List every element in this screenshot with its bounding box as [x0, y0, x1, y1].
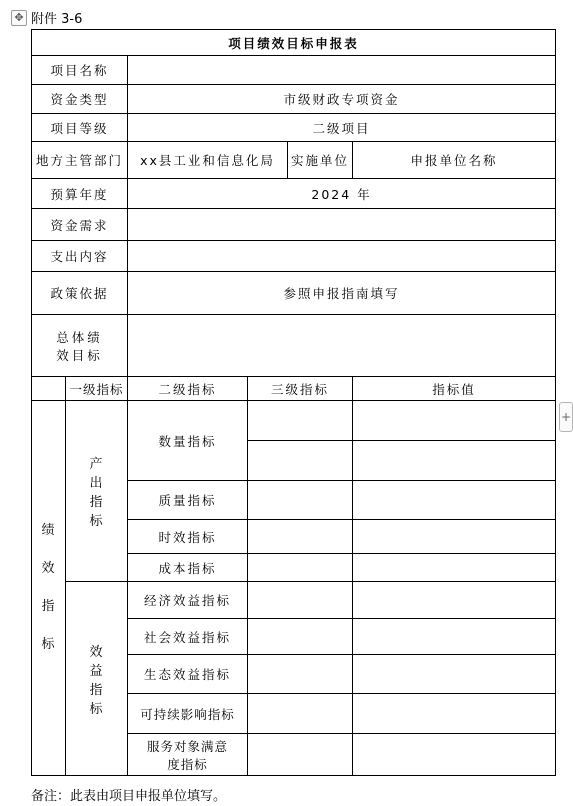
- attachment-label: 附件 3-6: [31, 12, 83, 27]
- output-label-cell: [66, 401, 128, 582]
- dept-cell[interactable]: xx县工业和信息化局: [128, 142, 288, 179]
- budget-year-cell[interactable]: 2024 年: [128, 179, 556, 209]
- benefit-label-cell: [66, 582, 128, 776]
- level3-cell[interactable]: [248, 554, 353, 582]
- header-blank: [32, 377, 66, 401]
- level3-cell[interactable]: [248, 582, 353, 619]
- level3-cell[interactable]: [248, 520, 353, 554]
- fund-demand-label: 资金需求: [32, 209, 128, 241]
- dept-label: 地方主管部门: [32, 142, 128, 179]
- benefit-item-economic: 经济效益指标: [128, 582, 248, 619]
- impl-unit-label: 实施单位: [288, 142, 353, 179]
- output-item-quantity: 数量指标: [128, 401, 248, 481]
- output-label: 产出指标: [89, 457, 105, 529]
- header-level3: 三级指标: [248, 377, 353, 401]
- benefit-item-satisfaction: 服务对象满意度指标: [146, 738, 228, 772]
- benefit-label: 效益指标: [89, 644, 105, 717]
- value-cell[interactable]: [353, 619, 556, 655]
- project-level-label: 项目等级: [32, 114, 128, 142]
- header-value: 指标值: [353, 377, 556, 401]
- value-cell[interactable]: [353, 582, 556, 619]
- performance-goal-form: [31, 29, 556, 776]
- level3-cell[interactable]: [248, 734, 353, 776]
- value-cell[interactable]: [353, 734, 556, 776]
- level3-cell[interactable]: [248, 655, 353, 694]
- benefit-item-ecological: 生态效益指标: [128, 655, 248, 694]
- level3-cell[interactable]: [248, 481, 353, 520]
- output-item-quality: 质量指标: [128, 481, 248, 520]
- form-title: 项目绩效目标申报表: [32, 30, 556, 56]
- expense-label: 支出内容: [32, 241, 128, 272]
- header-level2: 二级指标: [128, 377, 248, 401]
- perf-label-cell: [32, 401, 66, 776]
- plus-icon[interactable]: +: [559, 402, 573, 432]
- perf-label: 绩效指标: [41, 523, 57, 652]
- value-cell[interactable]: [353, 655, 556, 694]
- fund-demand-cell[interactable]: [128, 209, 556, 241]
- benefit-item-social: 社会效益指标: [128, 619, 248, 655]
- project-level-cell[interactable]: 二级项目: [128, 114, 556, 142]
- value-cell[interactable]: [353, 401, 556, 441]
- output-item-cost: 成本指标: [128, 554, 248, 582]
- overall-goal-label: [32, 315, 128, 377]
- policy-label: 政策依据: [32, 272, 128, 315]
- budget-year-label: 预算年度: [32, 179, 128, 209]
- value-cell[interactable]: [353, 694, 556, 734]
- value-cell[interactable]: [353, 481, 556, 520]
- value-cell[interactable]: [353, 520, 556, 554]
- policy-cell[interactable]: 参照申报指南填写: [128, 272, 556, 315]
- benefit-item-satisfaction-cell: [128, 734, 248, 776]
- level3-cell[interactable]: [248, 441, 353, 481]
- footnote: 备注：此表由项目申报单位填写。: [31, 789, 227, 804]
- value-cell[interactable]: [353, 441, 556, 481]
- fund-type-label: 资金类型: [32, 85, 128, 114]
- level3-cell[interactable]: [248, 694, 353, 734]
- output-item-timeliness: 时效指标: [128, 520, 248, 554]
- benefit-item-sustainable: 可持续影响指标: [128, 694, 248, 734]
- value-cell[interactable]: [353, 554, 556, 582]
- impl-unit-cell[interactable]: 申报单位名称: [353, 142, 556, 179]
- project-name-label: 项目名称: [32, 56, 128, 85]
- move-handle-icon[interactable]: ✥: [11, 10, 27, 26]
- level3-cell[interactable]: [248, 401, 353, 441]
- overall-goal-text: 总体绩效目标: [56, 329, 103, 363]
- level3-cell[interactable]: [248, 619, 353, 655]
- project-name-cell[interactable]: [128, 56, 556, 85]
- fund-type-cell[interactable]: 市级财政专项资金: [128, 85, 556, 114]
- overall-goal-cell[interactable]: [128, 315, 556, 377]
- expense-cell[interactable]: [128, 241, 556, 272]
- header-level1: 一级指标: [66, 377, 128, 401]
